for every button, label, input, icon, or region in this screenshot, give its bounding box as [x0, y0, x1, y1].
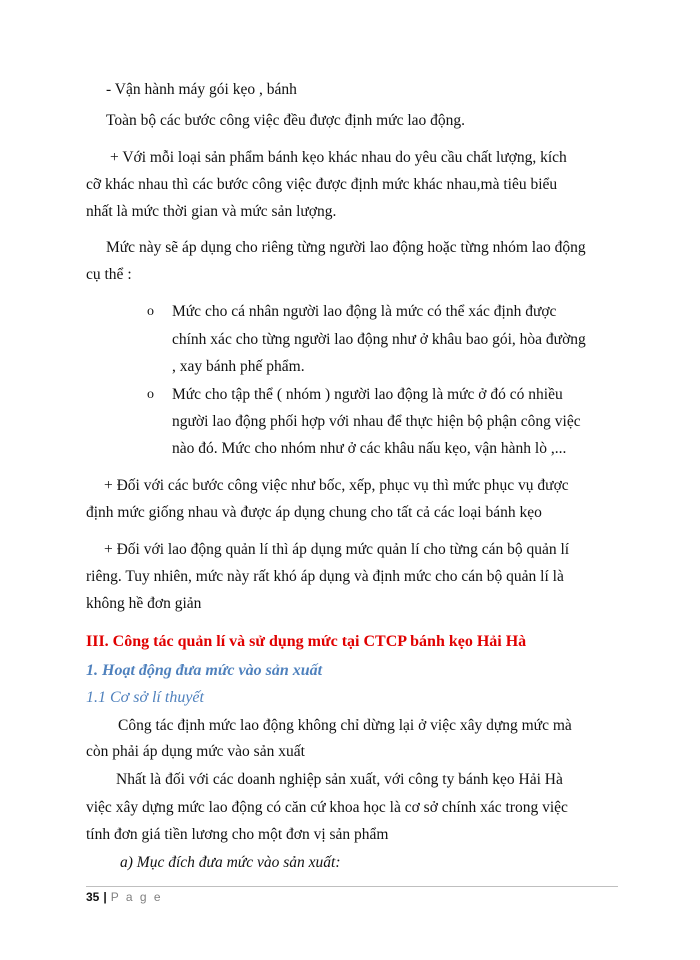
footer-divider	[86, 886, 618, 887]
paragraph-line: Mức này sẽ áp dụng cho riêng từng người lao động hoặc từng nhóm lao động	[106, 239, 586, 256]
paragraph-line: định mức giống nhau và được áp dụng chung cho tất cả các loại bánh kẹo	[86, 504, 542, 521]
paragraph-line: + Đối với lao động quản lí thì áp dụng mức quản lí cho từng cán bộ quản lí	[104, 541, 570, 558]
bullet-item-line: người lao động phối hợp với nhau để thực hiện bộ phận công việc	[172, 413, 581, 430]
paragraph-line: còn phải áp dụng mức vào sản xuất	[86, 743, 305, 760]
paragraph-line: tính đơn giá tiền lương cho một đơn vị sản phẩm	[86, 826, 389, 843]
section-heading: III. Công tác quản lí và sử dụng mức tại CTCP bánh kẹo Hải Hà	[86, 633, 527, 650]
bullet-item-line: Mức cho cá nhân người lao động là mức có thể xác định được	[172, 303, 557, 320]
bullet-item-line: , xay bánh phế phẩm.	[172, 358, 305, 375]
paragraph-line: Toàn bộ các bước công việc đều được định mức lao động.	[106, 112, 466, 129]
paragraph-line: không hề đơn giản	[86, 595, 202, 612]
paragraph-line: Nhất là đối với các doanh nghiệp sản xuất, với công ty bánh kẹo Hải Hà	[116, 771, 563, 788]
bullet-item-line: Mức cho tập thể ( nhóm ) người lao động là mức ở đó có nhiều	[172, 386, 563, 403]
bullet-circle-icon: o	[147, 304, 154, 319]
page-number: 35	[86, 890, 100, 904]
bullet-circle-icon: o	[147, 387, 154, 402]
paragraph-line: việc xây dựng mức lao động có căn cứ khoa học là cơ sở chính xác trong việc	[86, 799, 568, 816]
subsection-heading: 1. Hoạt động đưa mức vào sản xuất	[86, 662, 323, 679]
list-item-a: a) Mục đích đưa mức vào sản xuất:	[120, 854, 341, 871]
bullet-item-line: chính xác cho từng người lao động như ở khâu bao gói, hòa đường	[172, 331, 586, 348]
footer-separator: |	[103, 890, 107, 904]
dash-list-item: - Vận hành máy gói kẹo , bánh	[106, 81, 297, 98]
bullet-item-line: nào đó. Mức cho nhóm như ở các khâu nấu kẹo, vận hành lò ,...	[172, 440, 567, 457]
paragraph-line: nhất là mức thời gian và mức sản lượng.	[86, 203, 337, 220]
paragraph-line: cụ thể :	[86, 266, 132, 283]
paragraph-line: cỡ khác nhau thì các bước công việc được định mức khác nhau,mà tiêu biểu	[86, 176, 558, 193]
subsubsection-heading: 1.1 Cơ sở lí thuyết	[86, 689, 204, 706]
page-footer	[86, 889, 163, 905]
page-label: P a g e	[110, 890, 163, 904]
paragraph-line: + Đối với các bước công việc như bốc, xếp, phục vụ thì mức phục vụ được	[104, 477, 569, 494]
paragraph-line: Công tác định mức lao động không chỉ dừng lại ở việc xây dựng mức mà	[118, 717, 572, 734]
paragraph-line: + Với mỗi loại sản phẩm bánh kẹo khác nhau do yêu cầu chất lượng, kích	[110, 149, 567, 166]
paragraph-line: riêng. Tuy nhiên, mức này rất khó áp dụng và định mức cho cán bộ quản lí là	[86, 568, 564, 585]
